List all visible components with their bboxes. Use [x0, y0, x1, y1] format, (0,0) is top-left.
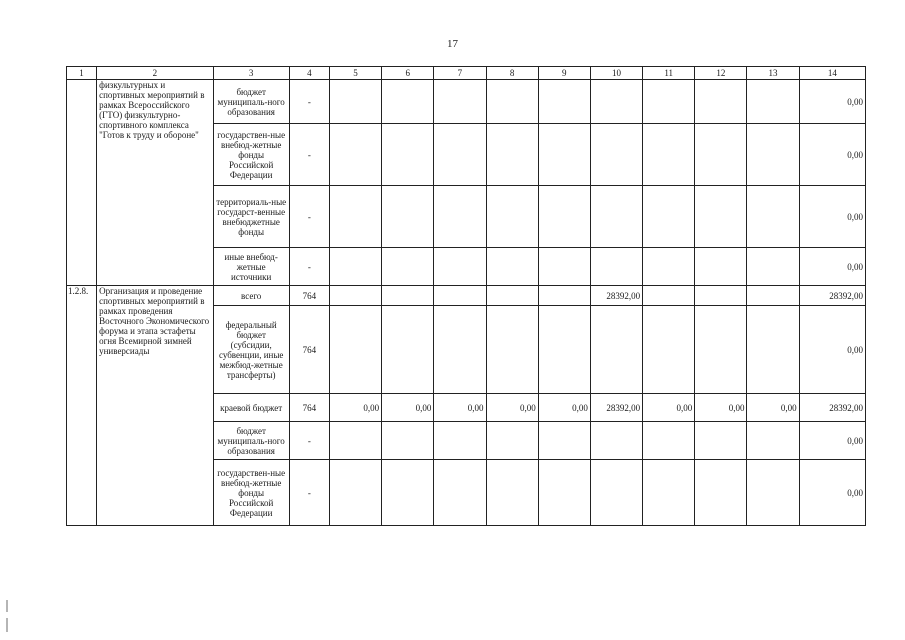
code-cell: -	[289, 460, 329, 526]
activity-name: Организация и проведение спортивных мероприятий в рамках проведения Восточного Экономического форума и этапа эстафеты огня Всемирной зимней универсиады	[97, 286, 213, 526]
code-cell: -	[289, 248, 329, 286]
amount-cell	[643, 248, 695, 286]
amount-cell	[329, 286, 381, 306]
funding-source: иные внебюд-жетные источники	[213, 248, 289, 286]
table-row	[67, 286, 866, 306]
amount-cell	[382, 186, 434, 248]
amount-cell	[538, 286, 590, 306]
code-cell: 764	[289, 394, 329, 422]
amount-cell	[434, 286, 486, 306]
column-number: 8	[486, 67, 538, 80]
amount-cell: 0,00	[486, 394, 538, 422]
amount-cell: 0,00	[434, 394, 486, 422]
amount-cell	[486, 306, 538, 394]
column-number: 2	[97, 67, 213, 80]
amount-cell: 0,00	[799, 422, 865, 460]
amount-cell	[486, 286, 538, 306]
amount-cell	[747, 80, 799, 124]
amount-cell	[590, 124, 642, 186]
amount-cell	[538, 460, 590, 526]
amount-cell	[643, 80, 695, 124]
amount-cell	[382, 286, 434, 306]
amount-cell	[695, 248, 747, 286]
amount-cell	[434, 248, 486, 286]
column-number: 4	[289, 67, 329, 80]
amount-cell: 0,00	[799, 460, 865, 526]
budget-table	[66, 66, 866, 526]
amount-cell	[747, 422, 799, 460]
funding-source: федеральный бюджет (субсидии, субвенции, иные межбюд-жетные трансферты)	[213, 306, 289, 394]
amount-cell	[747, 124, 799, 186]
amount-cell	[695, 80, 747, 124]
amount-cell	[695, 460, 747, 526]
amount-cell	[486, 460, 538, 526]
amount-cell	[747, 460, 799, 526]
amount-cell	[538, 422, 590, 460]
amount-cell	[590, 460, 642, 526]
column-number: 11	[643, 67, 695, 80]
column-number: 5	[329, 67, 381, 80]
code-cell: -	[289, 80, 329, 124]
amount-cell	[538, 80, 590, 124]
amount-cell	[643, 186, 695, 248]
amount-cell	[643, 460, 695, 526]
amount-cell	[643, 124, 695, 186]
amount-cell	[695, 124, 747, 186]
amount-cell	[486, 186, 538, 248]
code-cell: -	[289, 124, 329, 186]
amount-cell: 0,00	[799, 186, 865, 248]
funding-source: бюджет муниципаль-ного образования	[213, 422, 289, 460]
column-number: 10	[590, 67, 642, 80]
code-cell: -	[289, 186, 329, 248]
code-cell: -	[289, 422, 329, 460]
amount-cell	[486, 124, 538, 186]
column-number: 7	[434, 67, 486, 80]
amount-cell	[643, 422, 695, 460]
funding-source: государствен-ные внебюд-жетные фонды Российской Федерации	[213, 124, 289, 186]
column-number: 1	[67, 67, 97, 80]
amount-cell	[486, 422, 538, 460]
amount-cell	[382, 306, 434, 394]
amount-cell: 0,00	[695, 394, 747, 422]
amount-cell: 0,00	[329, 394, 381, 422]
amount-cell	[747, 248, 799, 286]
column-number-row	[67, 67, 866, 80]
amount-cell	[329, 248, 381, 286]
amount-cell	[590, 422, 642, 460]
amount-cell: 28392,00	[799, 286, 865, 306]
funding-source: территориаль-ные государст-венные внебюджетные фонды	[213, 186, 289, 248]
amount-cell: 28392,00	[590, 394, 642, 422]
amount-cell	[590, 80, 642, 124]
amount-cell: 0,00	[799, 306, 865, 394]
scan-edge-mark	[6, 618, 8, 632]
amount-cell	[643, 286, 695, 306]
amount-cell	[434, 306, 486, 394]
amount-cell	[538, 306, 590, 394]
funding-source: краевой бюджет	[213, 394, 289, 422]
amount-cell	[695, 286, 747, 306]
amount-cell	[590, 306, 642, 394]
amount-cell	[382, 80, 434, 124]
amount-cell	[329, 186, 381, 248]
amount-cell: 0,00	[382, 394, 434, 422]
amount-cell	[747, 286, 799, 306]
amount-cell: 28392,00	[590, 286, 642, 306]
amount-cell	[434, 186, 486, 248]
amount-cell	[538, 248, 590, 286]
amount-cell: 0,00	[643, 394, 695, 422]
table-body	[67, 67, 866, 526]
amount-cell	[329, 306, 381, 394]
amount-cell	[486, 248, 538, 286]
amount-cell	[590, 186, 642, 248]
code-cell: 764	[289, 286, 329, 306]
column-number: 12	[695, 67, 747, 80]
amount-cell	[434, 80, 486, 124]
item-code: 1.2.8.	[67, 286, 97, 526]
column-number: 13	[747, 67, 799, 80]
amount-cell: 28392,00	[799, 394, 865, 422]
amount-cell	[434, 422, 486, 460]
funding-source: всего	[213, 286, 289, 306]
amount-cell	[382, 124, 434, 186]
amount-cell	[329, 460, 381, 526]
table-row	[67, 80, 866, 124]
amount-cell	[747, 186, 799, 248]
code-cell: 764	[289, 306, 329, 394]
amount-cell	[643, 306, 695, 394]
column-number: 9	[538, 67, 590, 80]
amount-cell: 0,00	[799, 248, 865, 286]
amount-cell	[329, 80, 381, 124]
amount-cell: 0,00	[799, 80, 865, 124]
amount-cell: 0,00	[799, 124, 865, 186]
page-number: 17	[447, 38, 458, 50]
amount-cell	[590, 248, 642, 286]
column-number: 6	[382, 67, 434, 80]
scan-edge-mark	[6, 600, 8, 612]
amount-cell	[382, 460, 434, 526]
amount-cell	[329, 124, 381, 186]
amount-cell	[329, 422, 381, 460]
amount-cell	[695, 422, 747, 460]
amount-cell	[382, 248, 434, 286]
amount-cell	[382, 422, 434, 460]
amount-cell	[486, 80, 538, 124]
column-number: 14	[799, 67, 865, 80]
funding-source: государствен-ные внебюд-жетные фонды Российской Федерации	[213, 460, 289, 526]
amount-cell: 0,00	[747, 394, 799, 422]
amount-cell	[695, 306, 747, 394]
amount-cell	[747, 306, 799, 394]
item-code	[67, 80, 97, 286]
activity-name: физкультурных и спортивных мероприятий в рамках Всероссийского (ГТО) физкультурно-спортивного комплекса "Готов к труду и обороне"	[97, 80, 213, 286]
amount-cell: 0,00	[538, 394, 590, 422]
amount-cell	[695, 186, 747, 248]
amount-cell	[434, 460, 486, 526]
amount-cell	[538, 186, 590, 248]
amount-cell	[538, 124, 590, 186]
amount-cell	[434, 124, 486, 186]
funding-source: бюджет муниципаль-ного образования	[213, 80, 289, 124]
column-number: 3	[213, 67, 289, 80]
